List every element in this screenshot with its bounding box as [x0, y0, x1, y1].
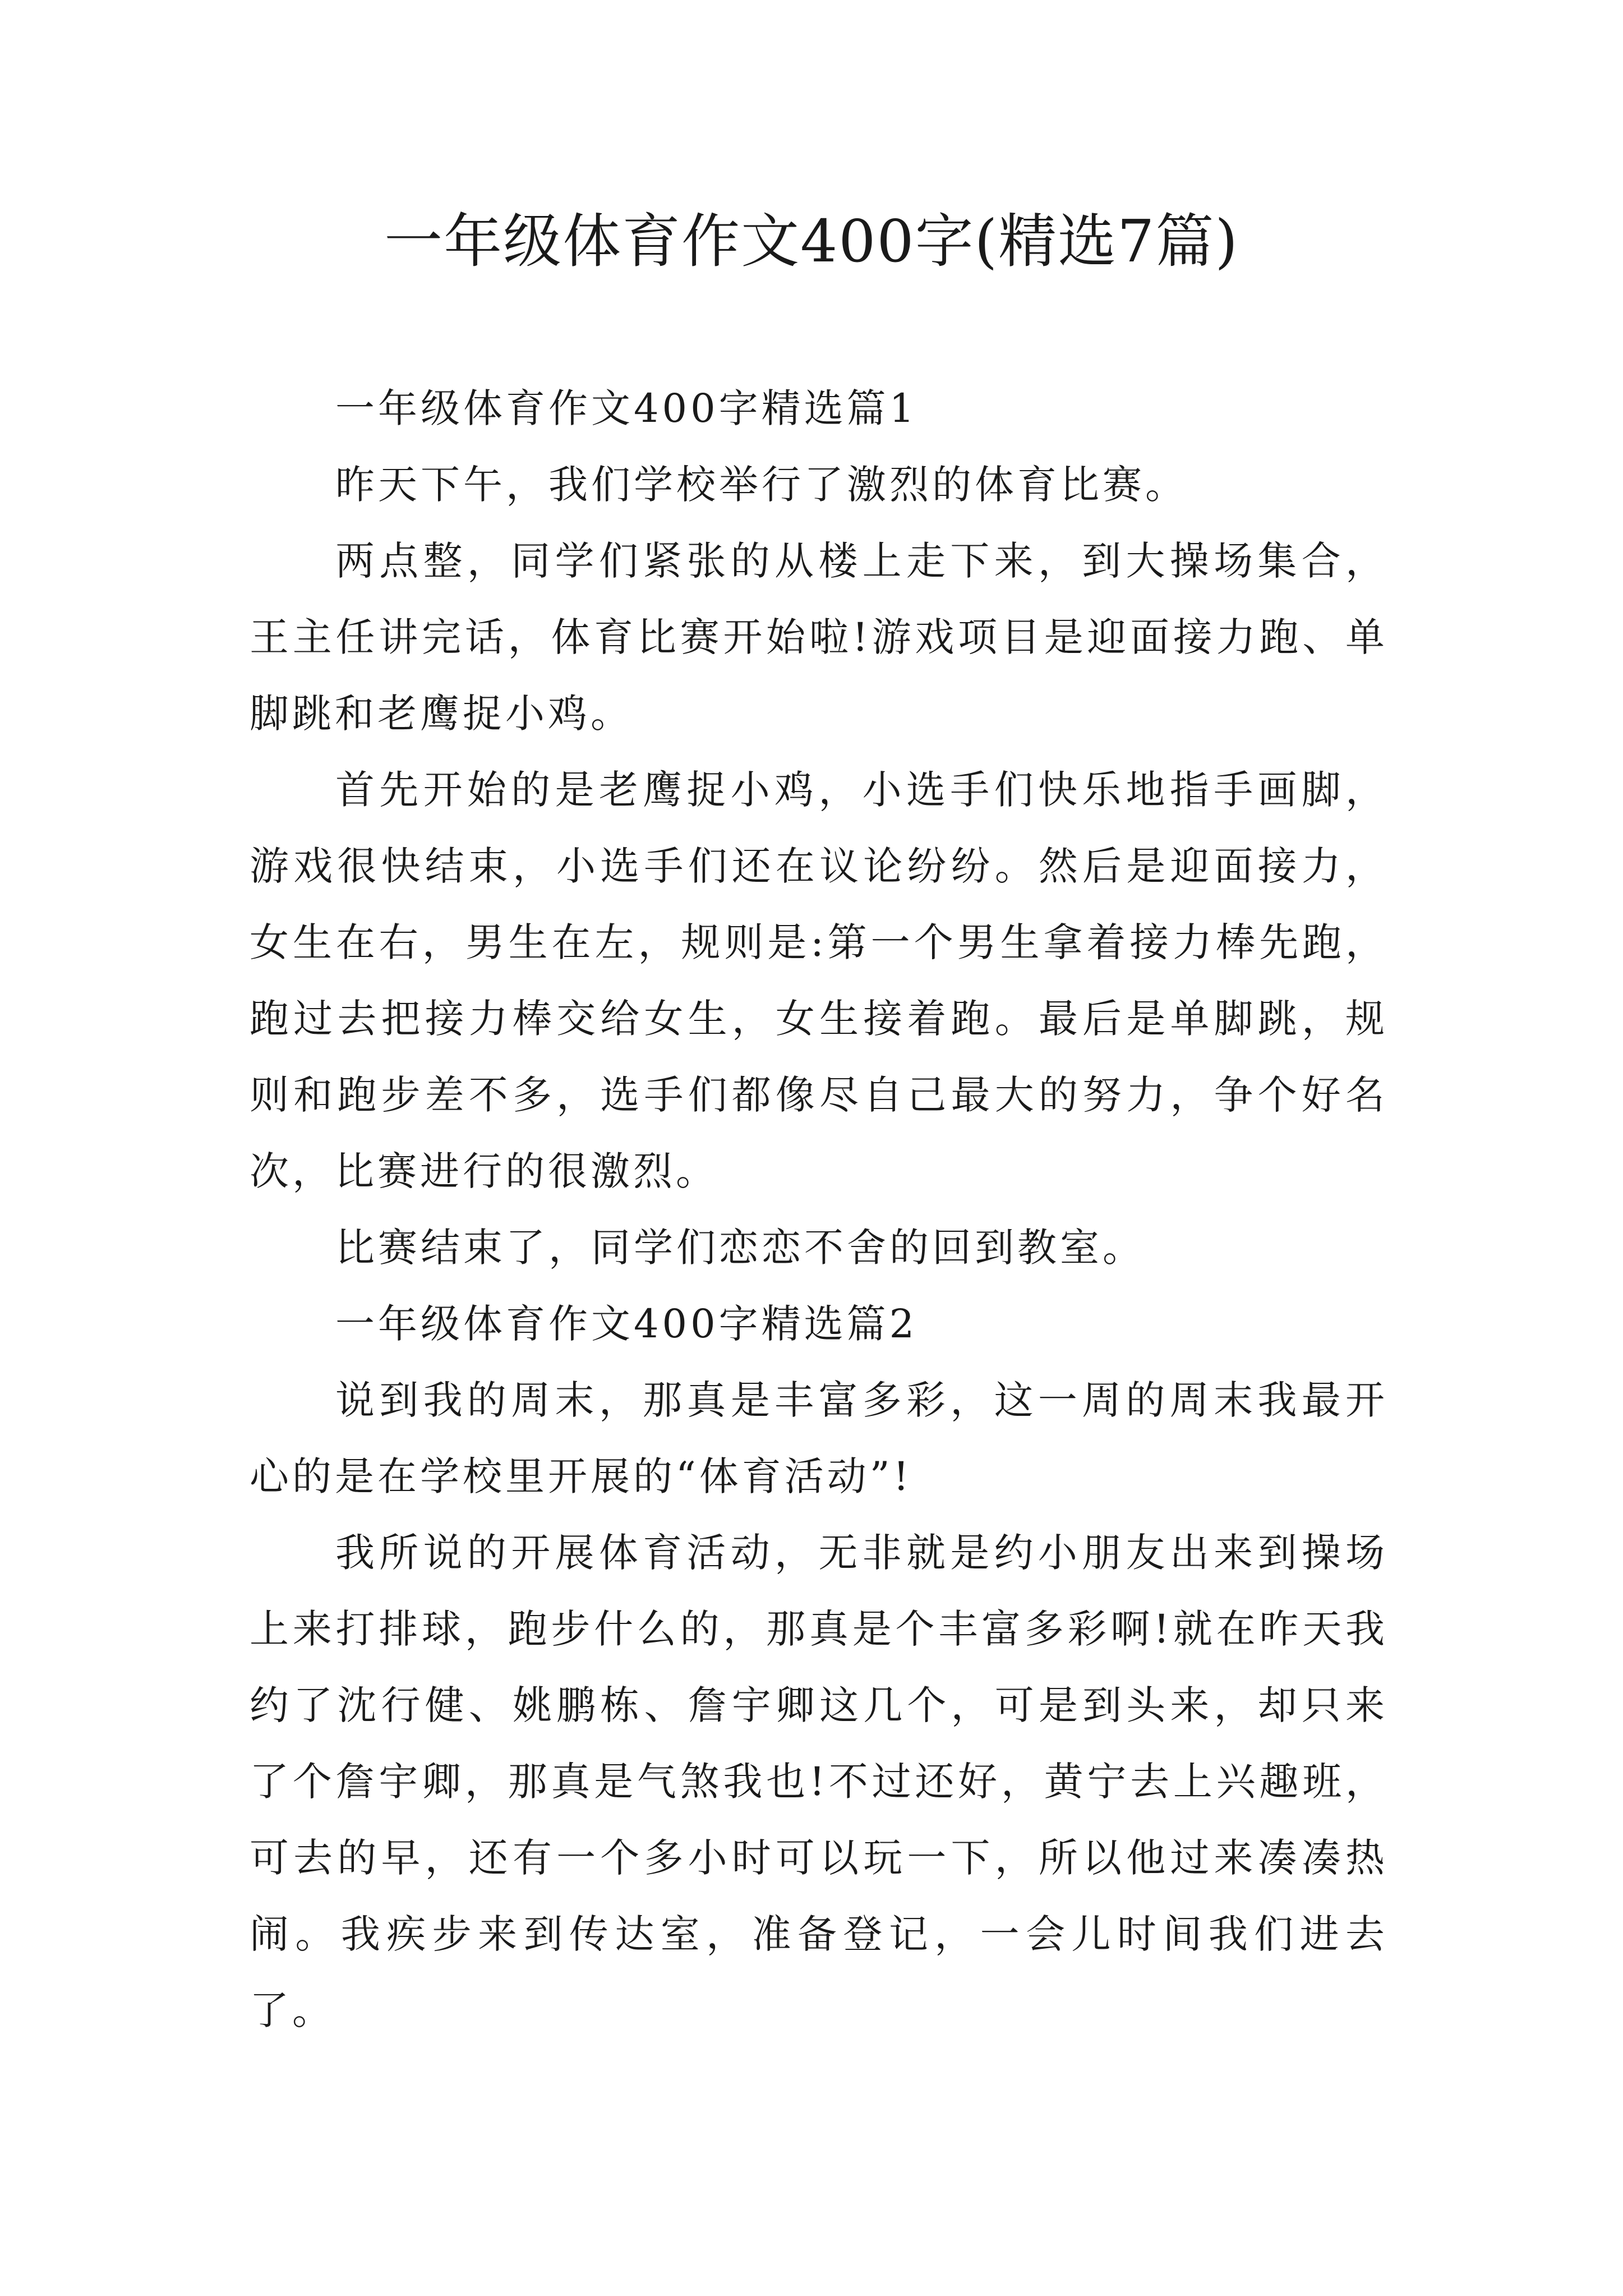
paragraph: 比赛结束了，同学们恋恋不舍的回到教室。 — [335, 1225, 1145, 1271]
paragraph: 说到我的周末，那真是丰富多彩，这一周的周末我最开心的是在学校里开展的“体育活动”! — [250, 1377, 1388, 1499]
paragraph: 两点整，同学们紧张的从楼上走下来，到大操场集合，王主任讲完话，体育比赛开始啦!游戏项目是迎面接力跑、单脚跳和老鹰捉小鸡。 — [250, 538, 1388, 737]
section-heading-1: 一年级体育作文400字精选篇1 — [335, 385, 918, 431]
document-title: 一年级体育作文400字(精选7篇) — [384, 207, 1239, 275]
document-body — [250, 370, 1388, 2049]
paragraph: 首先开始的是老鹰捉小鸡，小选手们快乐地指手画脚，游戏很快结束，小选手们还在议论纷纷。然后是迎面接力，女生在右，男生在左，规则是:第一个男生拿着接力棒先跑，跑过去把接力棒交给女生，女生接着跑。最后是单脚跳，规则和跑步差不多，选手们都像尽自己最大的努力，争个好名次，比赛进行的很激烈。 — [250, 767, 1388, 1194]
section-heading-2: 一年级体育作文400字精选篇2 — [335, 1301, 918, 1347]
paragraph: 昨天下午，我们学校举行了激烈的体育比赛。 — [335, 462, 1188, 508]
paragraph: 我所说的开展体育活动，无非就是约小朋友出来到操场上来打排球，跑步什么的，那真是个丰富多彩啊!就在昨天我约了沈行健、姚鹏栋、詹宇卿这几个，可是到头来，却只来了个詹宇卿，那真是气煞我也!不过还好，黄宁去上兴趣班，可去的早，还有一个多小时可以玩一下，所以他过来凑凑热闹。我疾步来到传达室，准备登记，一会儿时间我们进去了。 — [250, 1530, 1388, 2033]
